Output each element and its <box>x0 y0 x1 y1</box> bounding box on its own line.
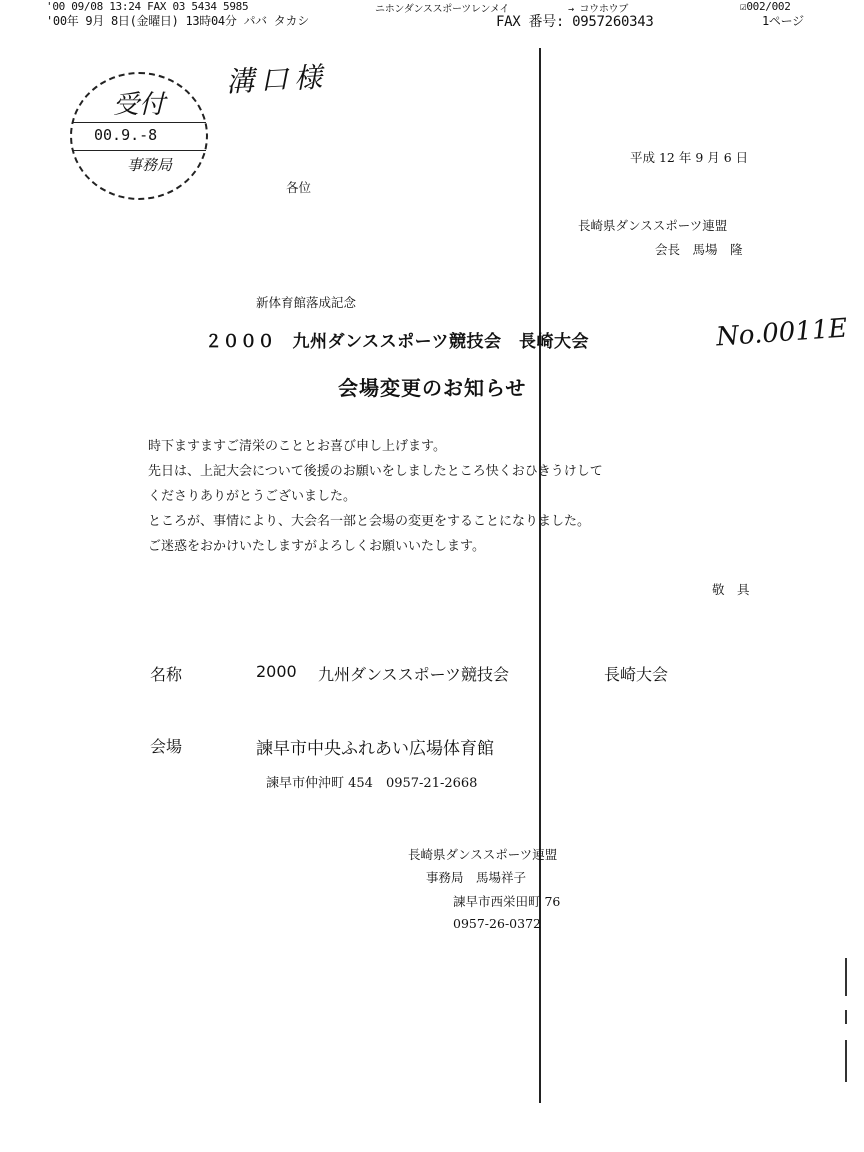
document-title: ２０００ 九州ダンススポーツ競技会 長崎大会 <box>205 332 589 352</box>
scan-edge-mark <box>845 1010 847 1024</box>
fax-scan-line <box>539 48 541 1103</box>
fax-header-line1-left: '00 09/08 13:24 FAX 03 5434 5985 <box>46 0 249 13</box>
subtitle: 新体育館落成記念 <box>256 295 357 310</box>
closing: 敬 具 <box>712 582 750 597</box>
venue-value: 諫早市中央ふれあい広場体育館 <box>256 739 494 759</box>
name-value: 九州ダンススポーツ競技会 <box>318 665 510 684</box>
stamp-office: 事務局 <box>127 156 173 174</box>
contact-phone: 0957-26-0372 <box>453 916 541 931</box>
stamp-divider <box>72 150 206 151</box>
handwritten-addressee: 溝口様 <box>225 60 329 99</box>
notice-heading: 会場変更のお知らせ <box>338 376 527 400</box>
fax-header-recipient: → コウホウブ <box>568 4 628 15</box>
venue-label: 会場 <box>150 737 183 756</box>
fax-header-number: FAX 番号: 0957260343 <box>496 14 654 30</box>
salutation: 各位 <box>286 180 312 195</box>
stamp-received-text: 受付 <box>112 90 165 120</box>
contact-organization: 長崎県ダンススポーツ連盟 <box>408 847 558 862</box>
contact-office: 事務局 馬場祥子 <box>426 870 527 885</box>
body-line: ところが、事情により、大会名一部と会場の変更をすることになりました。 <box>148 514 591 529</box>
fax-header-line2-left: '00年 9月 8日(金曜日) 13時04分 パバ タカシ <box>46 14 309 28</box>
name-suffix: 長崎大会 <box>604 665 669 684</box>
sender-president: 会長 馬場 隆 <box>655 242 743 257</box>
body-line: 先日は、上記大会について後援のお願いをしましたところ快くおひきうけして <box>148 464 603 479</box>
name-year: 2000 <box>256 662 297 681</box>
received-stamp <box>70 72 208 200</box>
stamp-date: 00.9.-8 <box>94 126 158 144</box>
name-label: 名称 <box>150 665 183 684</box>
body-line: くださりありがとうございました。 <box>148 489 357 504</box>
body-line: 時下ますますご清栄のこととお喜び申し上げます。 <box>148 439 446 454</box>
stamp-divider <box>72 122 206 123</box>
handwritten-reference-number: No.0011E <box>715 313 849 353</box>
fax-header-page: 1ページ <box>762 14 804 28</box>
fax-header-sender: ニホンダンススポーツレンメイ <box>375 4 510 15</box>
fax-header-page-count: ☑002/002 <box>740 0 791 13</box>
venue-address: 諫早市仲沖町 454 0957-21-2668 <box>266 776 478 791</box>
body-line: ご迷惑をおかけいたしますがよろしくお願いいたします。 <box>148 539 485 554</box>
scan-edge-mark <box>845 958 847 996</box>
contact-address: 諫早市西栄田町 76 <box>453 894 561 909</box>
sender-organization: 長崎県ダンススポーツ連盟 <box>578 218 728 233</box>
scan-edge-mark <box>845 1040 847 1082</box>
document-date: 平成 12 年 9 月 6 日 <box>630 150 749 165</box>
